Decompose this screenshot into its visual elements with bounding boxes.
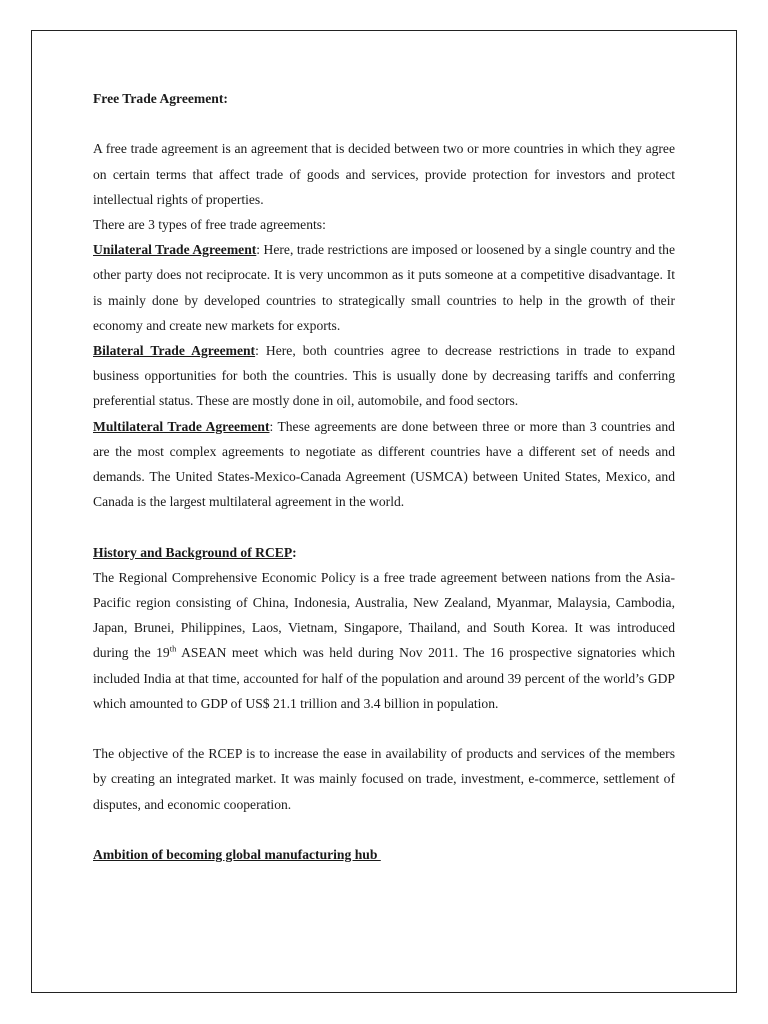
blank-line xyxy=(93,514,675,539)
blank-line xyxy=(93,111,675,136)
rcep-history-text-2: ASEAN meet which was held during Nov 2011. The 16 prospective signatories which included India at that time, accounted for half of the population and around 39 percent of the world’s GDP which amounted to GDP of US$ 21.1 trillion and 3.4 billion in population. xyxy=(93,645,675,711)
types-intro: There are 3 types of free trade agreements: xyxy=(93,217,326,232)
heading-history-rcep xyxy=(93,540,675,565)
type-bilateral xyxy=(93,338,675,414)
term-unilateral: Unilateral Trade Agreement xyxy=(93,242,257,258)
blank-line xyxy=(93,817,675,842)
heading-history-rcep-text: History and Background of RCEP xyxy=(93,544,293,560)
type-unilateral xyxy=(93,237,675,338)
term-bilateral: Bilateral Trade Agreement xyxy=(93,343,256,359)
heading-manufacturing-hub: Ambition of becoming global manufacturing hub xyxy=(93,847,381,863)
document-body xyxy=(93,86,675,867)
intro-paragraph: A free trade agreement is an agreement that is decided between two or more countries in which they agree on certain terms that affect trade of goods and services, provide protection for investors and protect intellectual rights of properties. xyxy=(93,141,675,207)
type-multilateral xyxy=(93,414,675,515)
term-multilateral: Multilateral Trade Agreement xyxy=(93,418,270,434)
desc-unilateral: : Here, trade restrictions are imposed or loosened by a single country and the other party does not reciprocate. It is very uncommon as it puts someone at a competitive disadvantage. It is mainly done by developed countries to strategically small countries to help in the growth of their economy and create new markets for exports. xyxy=(93,242,675,333)
desc-multilateral: : These agreements are done between three or more than 3 countries and are the most complex agreements to negotiate as different countries have a different set of needs and demands. The United States-Mexico-Canada Agreement (USMCA) between United States, Mexico, and Canada is the largest multilateral agreement in the world. xyxy=(93,418,675,510)
rcep-history-text-1: The Regional Comprehensive Economic Policy is a free trade agreement between nations from the Asia-Pacific region consisting of China, Indonesia, Australia, New Zealand, Myanmar, Malaysia, Cambodia, Japan, Brunei, Philippines, Laos, Vietnam, Singapore, Thailand, and South Korea. It was introduced during the 19 xyxy=(93,569,675,661)
heading-history-rcep-colon: : xyxy=(292,544,297,560)
desc-bilateral: : Here, both countries agree to decrease restrictions in trade to expand business opportunities for both the countries. This is usually done by decreasing tariffs and conferring preferential status. These are mostly done in oil, automobile, and food sectors. xyxy=(93,343,676,409)
rcep-history-paragraph xyxy=(93,565,675,716)
heading-free-trade-agreement: Free Trade Agreement: xyxy=(93,91,228,106)
ordinal-superscript: th xyxy=(169,643,177,654)
blank-line xyxy=(93,716,675,741)
rcep-objective-paragraph: The objective of the RCEP is to increase the ease in availability of products and services of the members by creating an integrated market. It was mainly focused on trade, investment, e-commerce, settlement of disputes, and economic cooperation. xyxy=(93,746,675,812)
